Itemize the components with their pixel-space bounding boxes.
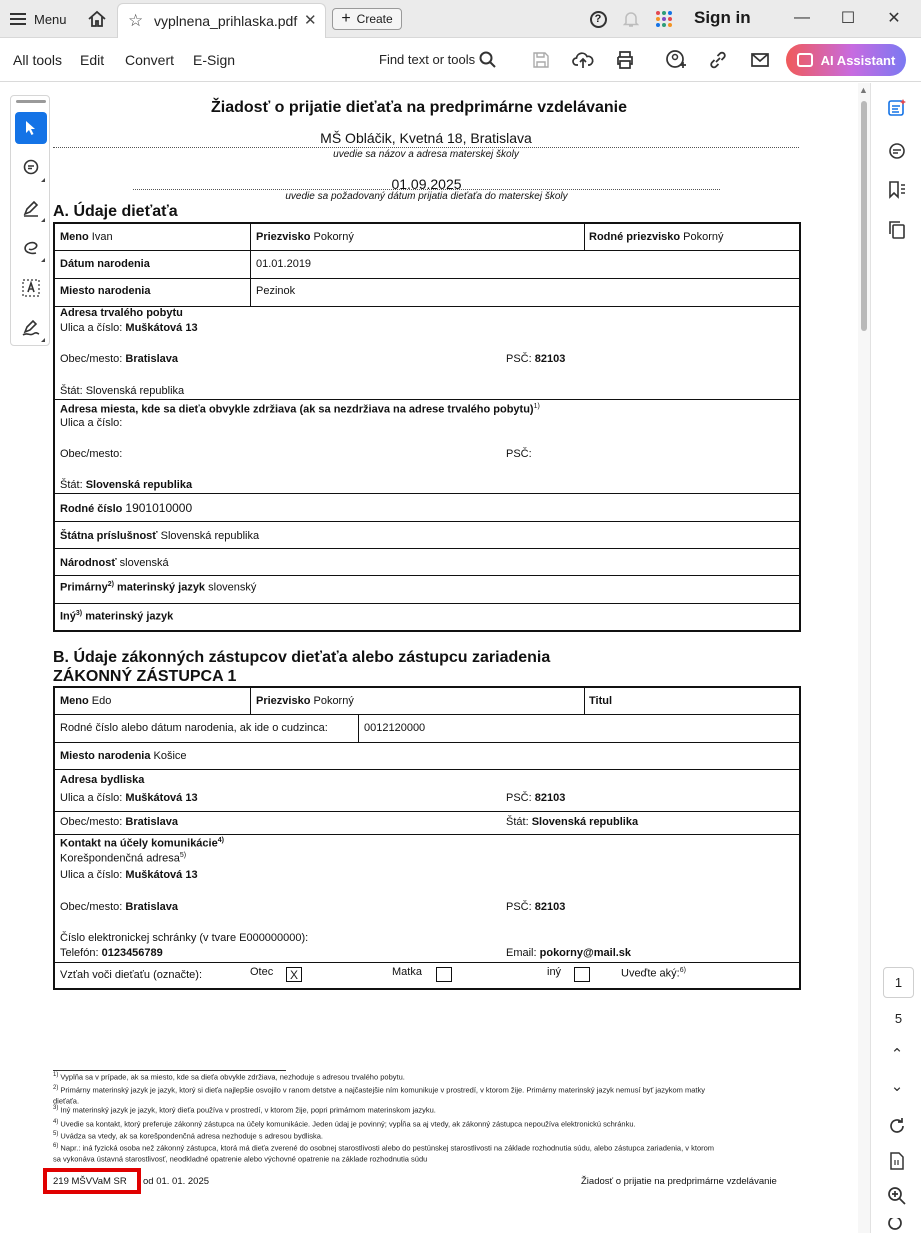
table-divider <box>55 250 799 251</box>
guardian-name-row[interactable] <box>60 695 111 707</box>
submenu-indicator <box>41 218 45 222</box>
printer-icon <box>615 50 635 70</box>
main-toolbar <box>0 39 921 82</box>
table-divider <box>55 548 799 549</box>
guardian-country-row[interactable] <box>506 816 638 828</box>
zoom-out-button[interactable] <box>886 1218 908 1232</box>
right-side-panel <box>870 83 921 1233</box>
footnote-text: Napr.: iná fyzická osoba než zákonný zástupca, ktorá má dieťa zverené do osobnej starostlivosti alebo do pestúnskej starostlivosti na základe rozhodnutia súdu, alebo zástupca zariadenia, v ktorom <box>58 1143 715 1153</box>
birth-date-value[interactable]: 01.01.2019 <box>256 258 312 270</box>
child-birth-surname-label: Rodné priezvisko <box>589 231 681 243</box>
guardian-birthplace-row[interactable] <box>60 750 187 762</box>
fit-page-icon <box>887 1151 907 1171</box>
section-b-heading: B. Údaje zákonných zástupcov dieťaťa alebo zástupcu zariadenia <box>53 649 551 666</box>
chevron-down-icon: ⌄ <box>890 1078 904 1095</box>
table-divider <box>55 278 799 279</box>
find-text-field[interactable]: Find text or tools <box>379 52 476 67</box>
ai-sparkle-icon <box>797 53 813 67</box>
guardian-title-label[interactable]: Titul <box>589 695 613 707</box>
footnote-separator <box>53 1070 286 1071</box>
city-value: Bratislava <box>125 901 179 913</box>
country-label: Štát: <box>60 385 83 397</box>
guardian-city-row[interactable] <box>60 816 178 828</box>
child-birth-surname-row[interactable] <box>589 231 724 243</box>
birth-place-label: Miesto narodenia <box>60 285 151 297</box>
table-divider <box>250 224 251 307</box>
street-value: Muškátová 13 <box>125 869 198 881</box>
footnote-ref: 5) <box>179 852 187 859</box>
zoom-in-icon <box>887 1186 907 1206</box>
form-title: Žiadosť o prijatie dieťaťa na predprimárne vzdelávanie <box>211 99 628 116</box>
zip-label: PSČ: <box>506 792 532 804</box>
footnote-line <box>53 1085 705 1095</box>
usual-country-value: Slovenská republika <box>85 479 193 491</box>
guardian-1-heading <box>53 668 236 686</box>
highlight-tool-button[interactable] <box>15 192 47 224</box>
hamburger-icon <box>10 13 26 25</box>
table-divider <box>55 714 799 715</box>
notifications-button[interactable] <box>621 9 641 29</box>
usual-zip-label[interactable]: PSČ: <box>506 448 532 460</box>
text-tool-button[interactable] <box>15 272 47 304</box>
usual-city-label[interactable]: Obec/mesto: <box>60 448 123 460</box>
rotate-button[interactable] <box>886 1115 908 1137</box>
footnote-text: sa vykonáva ústavná starostlivosť, neodkladné opatrenie alebo výchovné opatrenie na základe rozhodnutia súdu <box>53 1154 428 1164</box>
other-language-label: Iný <box>60 610 76 623</box>
section-a-heading: A. Údaje dieťaťa <box>53 203 178 220</box>
guardian-name-value: Edo <box>91 695 112 707</box>
home-icon <box>86 8 108 30</box>
table-divider <box>584 224 585 251</box>
chevron-up-icon: ⌃ <box>890 1046 904 1063</box>
sign-tool-button[interactable] <box>15 312 47 344</box>
school-dotted-line <box>53 147 799 148</box>
usual-country-row[interactable] <box>60 479 192 491</box>
guardian-zip-row[interactable] <box>506 792 565 804</box>
save-icon <box>532 51 550 69</box>
school-hint: uvedie sa názov a adresa materskej školy <box>333 149 519 160</box>
sign-in-button[interactable]: Sign in <box>694 8 751 27</box>
guardian-birthplace-value: Košice <box>153 750 187 762</box>
footnote-line <box>53 1072 405 1082</box>
table-divider <box>55 769 799 770</box>
table-divider <box>55 493 799 494</box>
guardian-surname-label: Priezvisko <box>256 695 311 707</box>
table-divider <box>55 811 799 812</box>
share-user-button[interactable] <box>664 48 688 72</box>
specify-label-text: Uveďte aký: <box>621 967 680 980</box>
guardian-birth-number-label: Rodné číslo alebo dátum narodenia, ak ide o cudzinca: <box>60 722 328 734</box>
school-value[interactable]: MŠ Obláčik, Kvetná 18, Bratislava <box>320 130 532 146</box>
next-page-button[interactable] <box>885 1077 909 1095</box>
footnote-text: Uvedie sa kontakt, ktorý preferuje zákonný zástupca na účely komunikácie. Jeden údaj je povinný; vypĺňa sa aj vtedy, ak zákonný zástupca nepoužíva elektronickú schránku. <box>58 1119 636 1129</box>
guardian-birthplace-label: Miesto narodenia <box>60 750 151 762</box>
comment-bubble-icon <box>887 142 907 162</box>
freehand-icon <box>22 239 40 257</box>
birth-number-value: 1901010000 <box>125 501 193 515</box>
pen-icon <box>22 199 40 217</box>
zip-value: 82103 <box>534 353 566 365</box>
footnote-number: 2) <box>53 1085 59 1091</box>
footnote-number: 3) <box>53 1105 59 1111</box>
birth-date-label: Dátum narodenia <box>60 258 150 270</box>
birth-number-label: Rodné číslo <box>60 503 123 515</box>
copy-pages-icon <box>887 220 907 240</box>
child-zip-row[interactable] <box>506 353 565 365</box>
child-surname-label: Priezvisko <box>256 231 311 243</box>
phone-label: Telefón: <box>60 947 99 959</box>
contact-label <box>60 837 224 850</box>
footnote-number: 1) <box>53 1072 59 1078</box>
select-tool-button[interactable] <box>15 112 47 144</box>
footnote-text: Iný materinský jazyk je jazyk, ktorý dieťa používa v prostredí, v ktorom žije, popri primárnom materinskom jazyku. <box>58 1105 436 1115</box>
table-divider <box>55 575 799 576</box>
all-tools-menu[interactable]: All tools <box>13 52 63 68</box>
bell-icon <box>623 10 639 28</box>
city-label: Obec/mesto: <box>60 816 123 828</box>
citizenship-value: Slovenská republika <box>160 530 260 542</box>
permanent-address-label: Adresa trvalého pobytu <box>60 307 183 319</box>
rotate-icon <box>887 1116 907 1136</box>
table-divider <box>55 962 799 963</box>
databox-label[interactable]: Číslo elektronickej schránky (v tvare E000000000): <box>60 932 309 944</box>
city-value: Bratislava <box>125 816 179 828</box>
zip-label: PSČ: <box>506 901 532 913</box>
apps-grid-icon <box>656 11 672 27</box>
other-language-row[interactable] <box>60 610 173 623</box>
date-value[interactable]: 01.09.2025 <box>391 176 462 192</box>
footnote-ref: 4) <box>217 837 224 844</box>
submenu-indicator <box>41 338 45 342</box>
scrollbar-thumb[interactable] <box>861 101 867 331</box>
country-label: Štát: <box>506 816 529 828</box>
zip-value: 82103 <box>534 792 566 804</box>
footnote-number: 6) <box>53 1143 59 1149</box>
menu-button[interactable] <box>10 9 67 29</box>
table-divider <box>55 399 799 400</box>
comments-panel-button[interactable] <box>886 141 908 163</box>
guardian-street-row[interactable] <box>60 792 198 804</box>
correspondence-label <box>60 852 186 865</box>
father-label: Otec <box>250 966 274 978</box>
ai-assistant-label: AI Assistant <box>820 52 896 68</box>
scroll-up-arrow[interactable]: ▲ <box>859 85 868 95</box>
previous-page-button[interactable] <box>885 1045 909 1063</box>
citizenship-row[interactable] <box>60 530 259 542</box>
submenu-indicator <box>41 178 45 182</box>
phone-row[interactable] <box>60 947 163 959</box>
city-label: Obec/mesto: <box>60 353 123 365</box>
child-name-label: Meno <box>60 231 89 243</box>
email-button[interactable] <box>748 48 772 72</box>
city-value: Bratislava <box>125 353 179 365</box>
footer-date: od 01. 01. 2025 <box>143 1176 210 1187</box>
submenu-indicator <box>41 258 45 262</box>
email-label: Email: <box>506 947 537 959</box>
current-page-field[interactable]: 1 <box>883 967 914 998</box>
correspondence-label-text: Korešpondenčná adresa <box>60 852 180 865</box>
ai-summary-button[interactable] <box>886 97 908 119</box>
street-label: Ulica a číslo: <box>60 322 123 334</box>
document-tab[interactable] <box>117 3 326 38</box>
mother-label: Matka <box>392 966 422 978</box>
draw-tool-button[interactable] <box>15 232 47 264</box>
child-data-table <box>53 222 801 632</box>
child-name-row[interactable] <box>60 231 113 243</box>
create-label: Create <box>356 12 393 26</box>
residence-address-label: Adresa bydliska <box>60 774 145 786</box>
street-value: Muškátová 13 <box>125 322 198 334</box>
footnote-text: Uvádza sa vtedy, ak sa korešpondenčná adresa nezhoduje s adresou bydliska. <box>58 1131 323 1141</box>
home-button[interactable] <box>86 8 108 30</box>
zip-value: 82103 <box>534 901 566 913</box>
edit-menu[interactable]: Edit <box>80 52 105 68</box>
other-label: iný <box>547 966 562 978</box>
create-button[interactable] <box>332 8 402 30</box>
zoom-in-button[interactable] <box>886 1185 908 1207</box>
date-dotted-line <box>133 189 720 190</box>
tab-title: vyplnena_prihlaska.pdf <box>154 13 298 29</box>
signature-pen-icon <box>21 319 41 337</box>
zip-label: PSČ: <box>506 353 532 365</box>
bookmark-icon <box>887 180 907 200</box>
nationality-label: Národnosť <box>60 557 117 569</box>
nationality-value: slovenská <box>119 557 169 569</box>
footnote-line <box>53 1154 427 1164</box>
ai-document-icon <box>887 98 907 118</box>
street-value: Muškátová 13 <box>125 792 198 804</box>
table-divider <box>55 603 799 604</box>
document-viewer[interactable] <box>0 83 870 1233</box>
footnote-ref: 6) <box>679 967 686 974</box>
cloud-upload-icon <box>572 50 594 70</box>
link-button[interactable] <box>706 48 730 72</box>
help-button[interactable] <box>588 9 608 29</box>
total-pages: 5 <box>894 1011 903 1026</box>
footnote-line <box>53 1131 323 1141</box>
nationality-row[interactable] <box>60 557 169 569</box>
footer-title: Žiadosť o prijatie na predprimárne vzdelávanie <box>581 1176 777 1187</box>
city-label: Obec/mesto: <box>60 901 123 913</box>
primary-language-label: Primárny <box>60 581 108 594</box>
table-divider <box>250 688 251 714</box>
fit-page-button[interactable] <box>886 1150 908 1172</box>
father-checkbox[interactable]: X <box>286 967 302 982</box>
maximize-button[interactable]: ☐ <box>840 10 856 27</box>
footnote-line <box>53 1105 436 1115</box>
child-surname-row[interactable] <box>256 231 354 243</box>
footnote-text: Primárny materinský jazyk je jazyk, ktorý si dieťa najlepšie osvojilo v ranom detstve a najčastejšie ním komunikuje v prostredí, v ktorom žije. Primárny materinský jazyk nemusí byť jazykom matky <box>58 1085 706 1095</box>
other-checkbox[interactable] <box>574 967 590 982</box>
child-name-value: Ivan <box>91 231 113 243</box>
corr-city-row[interactable] <box>60 901 178 913</box>
email-row[interactable] <box>506 947 631 959</box>
contact-label-text: Kontakt na účely komunikácie <box>60 837 218 850</box>
link-icon <box>708 50 728 70</box>
table-divider <box>55 834 799 835</box>
usual-residence-label <box>60 403 540 416</box>
footnote-number: 4) <box>53 1119 59 1125</box>
phone-value: 0123456789 <box>101 947 163 959</box>
table-divider <box>55 742 799 743</box>
guardian-birth-number-value[interactable]: 0012120000 <box>364 722 426 734</box>
apps-button[interactable] <box>654 9 674 29</box>
title-bar <box>0 0 921 38</box>
specify-label[interactable] <box>621 967 686 980</box>
corr-zip-row[interactable] <box>506 901 565 913</box>
search-icon[interactable] <box>478 50 498 70</box>
guardian-1-heading-text: ZÁKONNÝ ZÁSTUPCA 1 <box>53 668 237 685</box>
convert-menu[interactable]: Convert <box>125 52 175 68</box>
relation-label: Vzťah voči dieťaťu (označte): <box>60 969 203 981</box>
footnote-number: 5) <box>53 1131 59 1137</box>
guardian-surname-row[interactable] <box>256 695 354 707</box>
usual-residence-text: Adresa miesta, kde sa dieťa obvykle zdržiava (ak sa nezdržiava na adrese trvalého pobytu) <box>60 403 534 416</box>
usual-country-label: Štát: <box>60 479 83 491</box>
mother-checkbox[interactable] <box>436 967 452 982</box>
street-label: Ulica a číslo: <box>60 869 123 881</box>
email-value: pokorny@mail.sk <box>539 947 632 959</box>
footnote-text: Vyplňa sa v prípade, ak sa miesto, kde sa dieťa obvykle zdržiava, nezhoduje s adresou trvalého pobytu. <box>58 1072 405 1082</box>
vertical-scrollbar[interactable] <box>858 83 870 1233</box>
other-language-label-2: materinský jazyk <box>85 610 174 623</box>
pages-panel-button[interactable] <box>886 219 908 241</box>
birth-number-row[interactable] <box>60 501 192 515</box>
minimize-button[interactable]: — <box>794 9 810 26</box>
footnote-line <box>53 1119 636 1129</box>
footnote-text: dieťaťa. <box>53 1096 80 1106</box>
footnote-ref: 3) <box>75 610 83 617</box>
comment-icon <box>22 159 40 177</box>
quick-tools-panel <box>10 95 50 346</box>
table-divider <box>584 688 585 714</box>
child-birth-surname-value: Pokorný <box>683 231 724 243</box>
primary-language-row[interactable] <box>60 581 256 594</box>
footnote-ref: 1) <box>533 403 540 410</box>
guardian-surname-value: Pokorný <box>313 695 354 707</box>
bookmarks-panel-button[interactable] <box>886 179 908 201</box>
guardian-name-label: Meno <box>60 695 89 707</box>
plus-icon: + <box>341 10 351 27</box>
cursor-icon <box>24 120 38 136</box>
add-user-icon <box>665 49 687 71</box>
primary-language-label-2: materinský jazyk <box>117 581 206 594</box>
drag-handle[interactable] <box>16 100 46 103</box>
country-value: Slovenská republika <box>531 816 639 828</box>
print-button[interactable] <box>613 48 637 72</box>
star-icon[interactable]: ☆ <box>128 11 144 30</box>
child-street-row[interactable] <box>60 322 198 334</box>
street-label: Ulica a číslo: <box>60 792 123 804</box>
footnote-ref: 2) <box>107 581 114 588</box>
ai-assistant-button[interactable] <box>786 44 906 76</box>
zoom-out-icon <box>887 1218 907 1232</box>
child-city-row[interactable] <box>60 353 178 365</box>
corr-street-row[interactable] <box>60 869 198 881</box>
usual-street-label[interactable]: Ulica a číslo: <box>60 417 123 429</box>
footnote-line <box>53 1143 714 1153</box>
text-box-icon <box>21 278 41 298</box>
save-button[interactable] <box>529 48 553 72</box>
footer-code: 219 MŠVVaM SR <box>53 1176 127 1187</box>
date-hint: uvedie sa požadovaný dátum prijatia dieťaťa do materskej školy <box>285 191 568 202</box>
mail-icon <box>750 52 770 68</box>
menu-label: Menu <box>34 11 67 27</box>
table-divider <box>358 714 359 742</box>
child-country-row[interactable] <box>60 385 184 397</box>
birth-place-value[interactable]: Pezinok <box>256 285 296 297</box>
upload-button[interactable] <box>571 48 595 72</box>
table-divider <box>55 521 799 522</box>
esign-menu[interactable]: E-Sign <box>193 52 236 68</box>
primary-language-value: slovenský <box>208 581 257 594</box>
citizenship-label: Štátna príslušnosť <box>60 530 158 542</box>
help-icon: ? <box>590 11 607 28</box>
comment-tool-button[interactable] <box>15 152 47 184</box>
close-tab-icon[interactable]: ✕ <box>304 12 317 29</box>
country-value: Slovenská republika <box>85 385 185 397</box>
child-surname-value: Pokorný <box>313 231 354 243</box>
close-window-button[interactable]: ✕ <box>887 10 901 27</box>
